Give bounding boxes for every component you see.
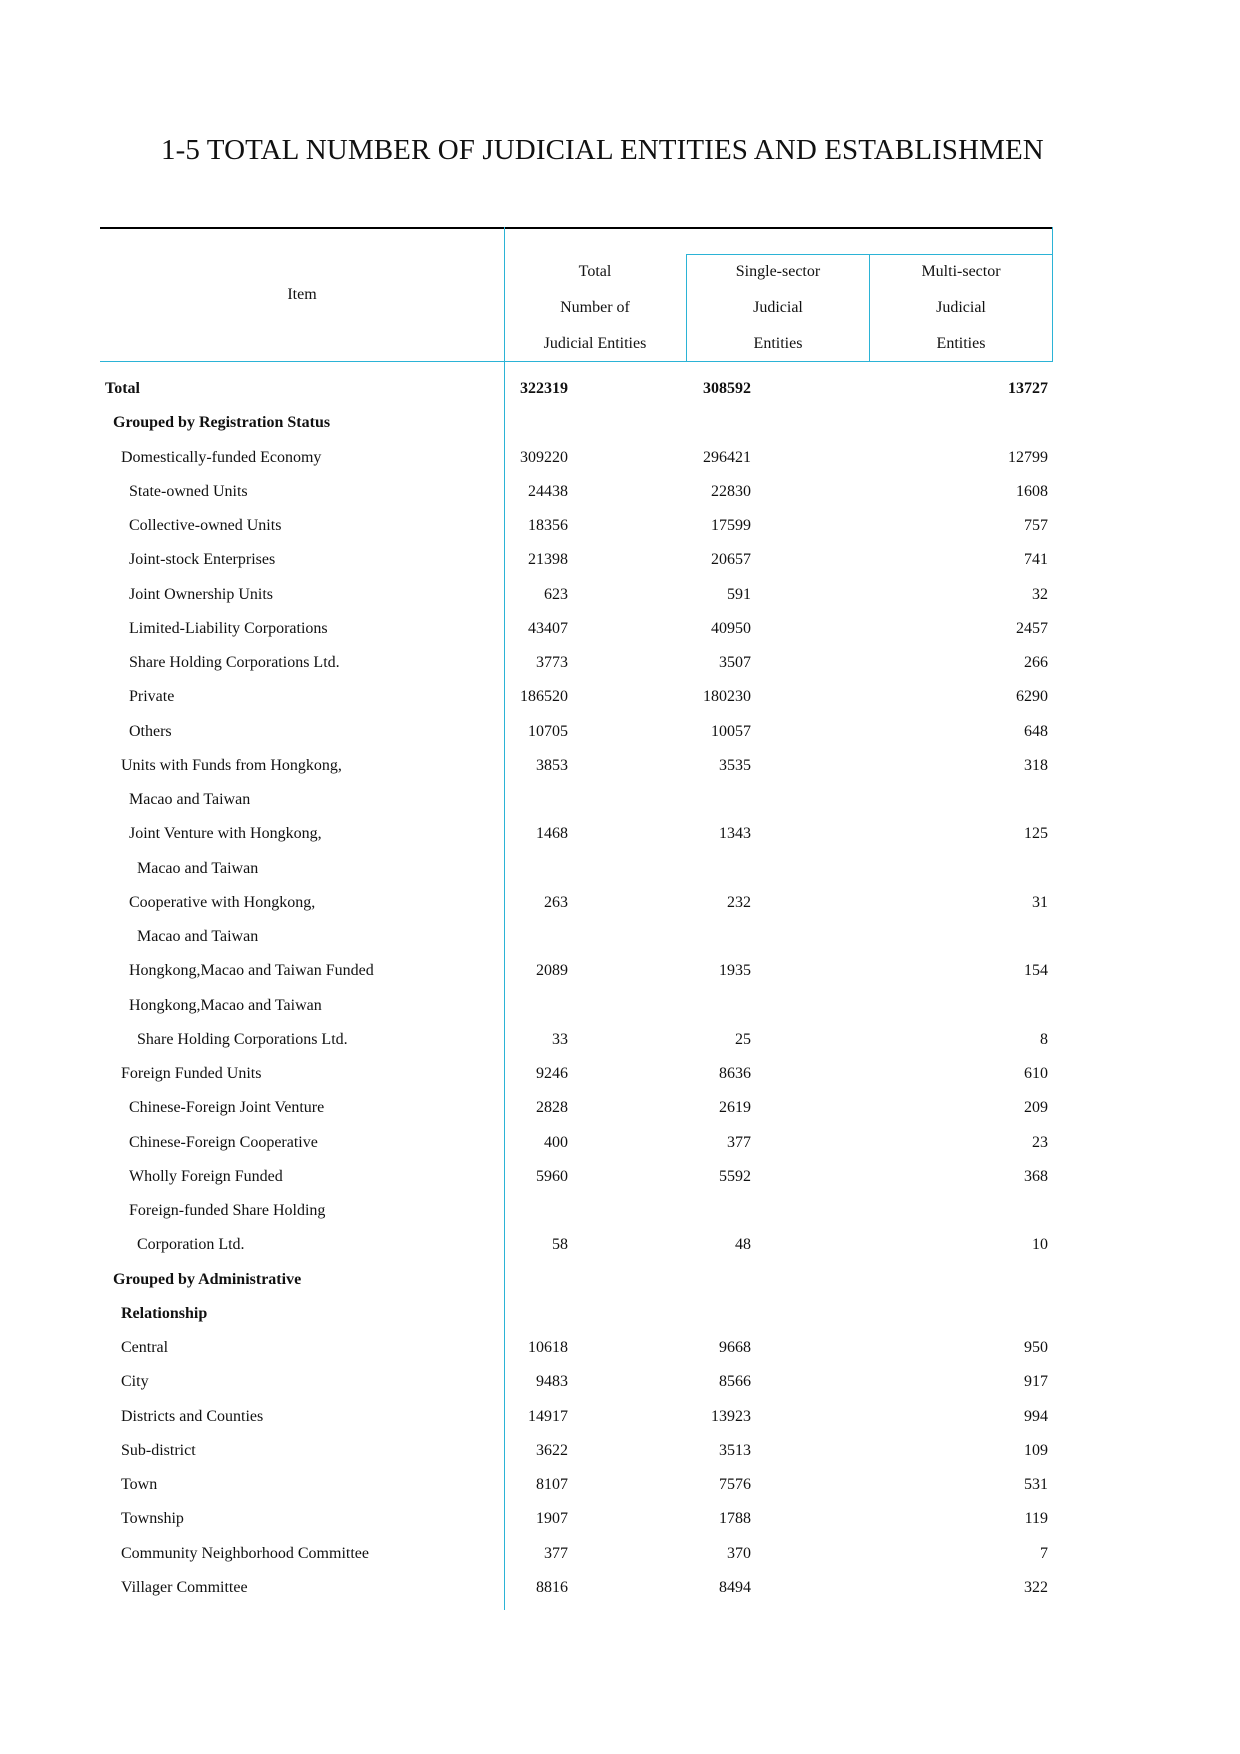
row-label: Macao and Taiwan — [129, 791, 251, 808]
table-row — [100, 1297, 1053, 1331]
row-label: Township — [121, 1510, 184, 1528]
multi-sector-value: 741 — [1024, 551, 1048, 569]
table-row — [100, 817, 1053, 851]
header-right-border — [1052, 227, 1053, 362]
multi-sector-value: 318 — [1024, 756, 1048, 774]
table-row — [100, 1091, 1053, 1125]
total-value: 10705 — [528, 722, 568, 740]
total-value: 3622 — [536, 1441, 568, 1459]
row-label: Relationship — [121, 1304, 208, 1322]
single-sector-value: 40950 — [711, 619, 751, 637]
total-value: 1468 — [536, 825, 568, 843]
single-sector-value: 8636 — [719, 1065, 751, 1082]
total-value: 10618 — [528, 1339, 568, 1356]
total-value: 9246 — [536, 1065, 568, 1082]
table-top-rule — [100, 227, 1053, 229]
single-sector-value: 3535 — [719, 756, 751, 774]
multi-sector-value: 23 — [1032, 1133, 1048, 1151]
table-row — [100, 1263, 1053, 1297]
header-item: Item — [287, 286, 317, 303]
single-sector-value: 5592 — [719, 1167, 751, 1185]
single-sector-value: 8566 — [719, 1373, 751, 1391]
row-label: Limited-Liability Corporations — [129, 619, 328, 637]
table-row — [100, 578, 1053, 612]
row-label: Cooperative with Hongkong, — [129, 893, 316, 911]
table-row — [100, 612, 1053, 646]
total-value: 322319 — [520, 380, 568, 397]
table-row — [100, 715, 1053, 749]
row-label: Share Holding Corporations Ltd. — [129, 654, 340, 671]
row-label: Foreign-funded Share Holding — [129, 1202, 326, 1219]
single-sector-value: 591 — [727, 585, 751, 603]
multi-sector-value: 531 — [1024, 1476, 1048, 1493]
multi-sector-value: 12799 — [1008, 448, 1048, 466]
table-row — [100, 441, 1053, 475]
single-sector-value: 1788 — [719, 1510, 751, 1528]
total-value: 24438 — [528, 482, 568, 500]
row-label: Corporation Ltd. — [137, 1236, 245, 1254]
table-row — [100, 475, 1053, 509]
header-multi-sector: Multi-sector Judicial Entities — [921, 263, 1001, 352]
row-label: Private — [129, 688, 175, 706]
row-label: Share Holding Corporations Ltd. — [137, 1030, 348, 1048]
header-total-judicial-entities: Total Number of Judicial Entities — [543, 263, 647, 352]
multi-sector-value: 154 — [1024, 962, 1048, 980]
single-sector-value: 25 — [735, 1030, 751, 1048]
total-value: 8816 — [536, 1578, 568, 1596]
total-value: 9483 — [536, 1373, 568, 1391]
single-sector-value: 2619 — [719, 1099, 751, 1117]
row-label: Community Neighborhood Committee — [121, 1544, 369, 1562]
total-value: 263 — [544, 893, 568, 911]
single-sector-value: 17599 — [711, 517, 751, 534]
row-label: Villager Committee — [121, 1578, 248, 1596]
table-row — [100, 1331, 1053, 1365]
total-value: 33 — [552, 1030, 568, 1048]
total-value: 8107 — [536, 1476, 568, 1493]
table-row — [100, 1400, 1053, 1434]
table-row — [100, 1057, 1053, 1091]
total-value: 5960 — [536, 1167, 568, 1185]
row-label: Total — [105, 380, 140, 397]
multi-sector-value: 13727 — [1008, 380, 1048, 397]
multi-sector-value: 950 — [1024, 1339, 1048, 1356]
row-label: Sub-district — [121, 1441, 196, 1459]
single-sector-value: 9668 — [719, 1339, 751, 1356]
multi-sector-value: 368 — [1024, 1167, 1048, 1185]
single-sector-value: 232 — [727, 893, 751, 911]
table-row — [100, 372, 1053, 406]
multi-sector-value: 917 — [1024, 1373, 1048, 1391]
table-row — [100, 954, 1053, 988]
total-value: 2089 — [536, 962, 568, 980]
row-label: Macao and Taiwan — [137, 859, 259, 877]
single-sector-value: 48 — [735, 1236, 751, 1254]
table-row — [100, 1468, 1053, 1502]
multi-sector-value: 610 — [1024, 1065, 1048, 1082]
table-row — [100, 406, 1053, 440]
row-label: City — [121, 1373, 149, 1391]
total-value: 1907 — [536, 1510, 568, 1528]
table-row — [100, 1160, 1053, 1194]
row-label: Districts and Counties — [121, 1407, 264, 1425]
total-value: 58 — [552, 1236, 568, 1254]
multi-sector-value: 266 — [1024, 654, 1048, 671]
table-row — [100, 1434, 1053, 1468]
row-label: Wholly Foreign Funded — [129, 1167, 283, 1185]
table-row — [100, 1023, 1053, 1057]
multi-sector-value: 119 — [1024, 1510, 1048, 1528]
single-sector-value: 3513 — [719, 1441, 751, 1459]
row-label: Chinese-Foreign Cooperative — [129, 1133, 318, 1151]
row-label: Hongkong,Macao and Taiwan — [129, 996, 322, 1014]
single-sector-value: 13923 — [711, 1407, 751, 1425]
multi-sector-value: 31 — [1032, 893, 1048, 911]
single-sector-value: 22830 — [711, 482, 751, 500]
row-label: Grouped by Administrative — [113, 1270, 302, 1288]
total-value: 309220 — [520, 448, 568, 466]
header-single-sector: Single-sector Judicial Entities — [735, 263, 821, 352]
multi-sector-value: 109 — [1024, 1441, 1048, 1459]
single-sector-value: 180230 — [703, 688, 751, 706]
single-sector-value: 1935 — [719, 962, 751, 980]
single-sector-value: 8494 — [719, 1578, 751, 1596]
single-sector-value: 1343 — [719, 825, 751, 843]
table-row — [100, 749, 1053, 783]
row-label: Collective-owned Units — [129, 517, 282, 534]
multi-sector-value: 2457 — [1016, 619, 1048, 637]
multi-sector-value: 10 — [1032, 1236, 1048, 1254]
row-label: Macao and Taiwan — [137, 928, 259, 945]
total-value: 21398 — [528, 551, 568, 569]
table-row — [100, 1502, 1053, 1536]
table-row — [100, 1571, 1053, 1605]
table-row — [100, 646, 1053, 680]
row-label: Grouped by Registration Status — [113, 414, 331, 432]
single-sector-value: 10057 — [711, 722, 751, 740]
row-label: Joint-stock Enterprises — [129, 551, 276, 569]
row-label: Joint Ownership Units — [129, 585, 273, 603]
row-label: Foreign Funded Units — [121, 1065, 262, 1082]
multi-sector-value: 7 — [1040, 1544, 1048, 1562]
total-value: 2828 — [536, 1099, 568, 1117]
single-sector-value: 377 — [727, 1133, 751, 1151]
row-label: Hongkong,Macao and Taiwan Funded — [129, 962, 374, 980]
total-value: 43407 — [528, 619, 568, 637]
multi-sector-value: 994 — [1024, 1407, 1048, 1425]
multi-sector-value: 1608 — [1016, 482, 1048, 500]
table-row — [100, 1365, 1053, 1399]
table-row — [100, 1228, 1053, 1262]
table-row — [100, 680, 1053, 714]
row-label: Central — [121, 1339, 169, 1356]
multi-sector-value: 757 — [1024, 517, 1048, 534]
total-value: 14917 — [528, 1407, 568, 1425]
multi-sector-value: 6290 — [1016, 688, 1048, 706]
total-value: 377 — [544, 1544, 568, 1562]
table-row — [100, 783, 1053, 817]
total-value: 400 — [544, 1133, 568, 1151]
single-sector-value: 308592 — [703, 380, 751, 397]
single-sector-value: 296421 — [703, 448, 751, 466]
multi-sector-value: 322 — [1024, 1578, 1048, 1596]
total-value: 186520 — [520, 688, 568, 706]
table-row — [100, 989, 1053, 1023]
multi-sector-value: 8 — [1040, 1030, 1048, 1048]
row-label: Others — [129, 722, 172, 740]
multi-sector-value: 648 — [1024, 722, 1048, 740]
table-row — [100, 1194, 1053, 1228]
page-title: 1-5 TOTAL NUMBER OF JUDICIAL ENTITIES AND ESTABLISHMEN — [161, 134, 1044, 166]
single-sector-value: 7576 — [719, 1476, 751, 1493]
table-row — [100, 886, 1053, 920]
table-row — [100, 509, 1053, 543]
table-row — [100, 852, 1053, 886]
multi-sector-value: 125 — [1024, 825, 1048, 843]
single-sector-value: 370 — [727, 1544, 751, 1562]
single-sector-value: 20657 — [711, 551, 751, 569]
table-row — [100, 543, 1053, 577]
row-label: Units with Funds from Hongkong, — [121, 756, 342, 774]
table-row — [100, 1126, 1053, 1160]
single-sector-value: 3507 — [719, 654, 751, 671]
row-label: Town — [121, 1476, 158, 1493]
total-value: 623 — [544, 585, 568, 603]
row-label: Domestically-funded Economy — [121, 448, 322, 466]
total-value: 3853 — [536, 756, 568, 774]
row-label: Chinese-Foreign Joint Venture — [129, 1099, 325, 1117]
table-row — [100, 1537, 1053, 1571]
total-value: 3773 — [536, 654, 568, 671]
total-value: 18356 — [528, 517, 568, 534]
table-row — [100, 920, 1053, 954]
row-label: Joint Venture with Hongkong, — [129, 825, 322, 843]
row-label: State-owned Units — [129, 482, 248, 500]
multi-sector-value: 32 — [1032, 585, 1048, 603]
multi-sector-value: 209 — [1024, 1099, 1048, 1117]
